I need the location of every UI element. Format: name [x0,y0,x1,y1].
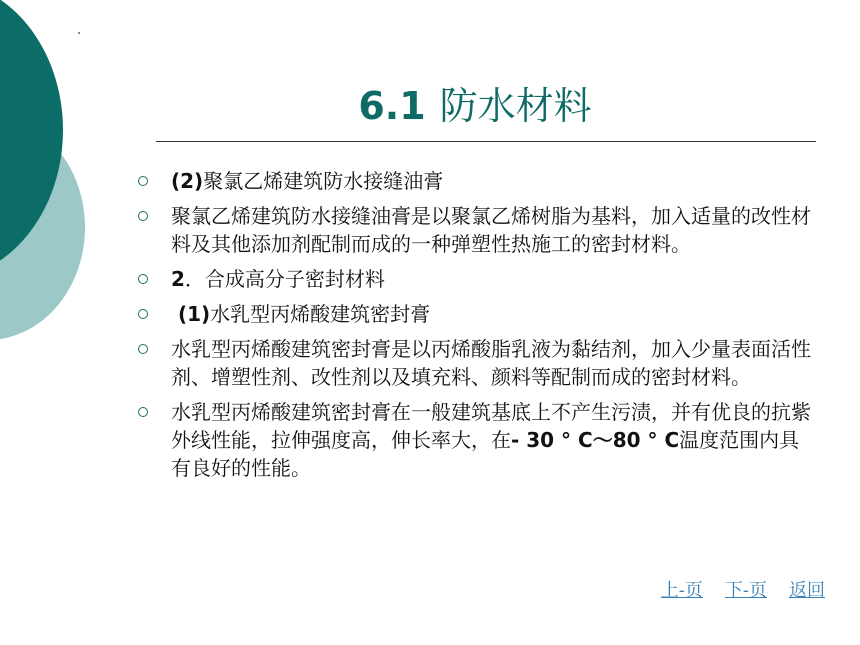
bullet-text: 聚氯乙烯建筑防水接缝油膏是以聚氯乙烯树脂为基料，加入适量的改性材料及其他添加剂配制而成的一种弹塑性热施工的密封材料。 [171,204,811,256]
prev-page-link[interactable]: 上-页 [660,580,703,601]
bullet-circle-icon [138,407,148,417]
bullet-prefix: (1) [171,302,211,326]
bullet-text: 水乳型丙烯酸建筑密封膏 [210,302,431,326]
bullet-prefix: (2) [171,169,204,193]
bullet-text: ．合成高分子密封材料 [184,267,385,291]
bullet-text: 水乳型丙烯酸建筑密封膏在一般建筑基底上不产生污渍，并有优良的抗紫外线性能，拉伸强度高，伸长率大，在 [171,400,811,452]
decorative-dot [78,32,80,34]
bullet-circle-icon [138,176,148,186]
back-link[interactable]: 返回 [789,580,825,601]
page-title [315,78,635,134]
next-page-link[interactable]: 下-页 [724,580,767,601]
slide-navigation [620,579,825,607]
bullet-item [136,398,816,482]
bullet-circle-icon [138,344,148,354]
bullet-list [136,167,816,489]
bullet-item [136,300,816,328]
title-number: 6.1 [358,84,426,128]
title-divider [156,141,816,142]
bullet-text-after: 温度范围内具有良好的性能。 [171,428,800,480]
bullet-temperature-range: - 30 ° C～80 ° C [511,428,680,452]
title-text: 防水材料 [439,84,592,128]
bullet-item [136,265,816,293]
bullet-text: 水乳型丙烯酸建筑密封膏是以丙烯酸脂乳液为黏结剂，加入少量表面活性剂、增塑性剂、改性剂以及填充料、颜料等配制而成的密封材料。 [171,337,811,389]
bullet-item [136,335,816,391]
bullet-item [136,202,816,258]
bullet-circle-icon [138,309,148,319]
bullet-prefix: 2 [171,267,185,291]
bullet-circle-icon [138,211,148,221]
bullet-text: 聚氯乙烯建筑防水接缝油膏 [203,169,444,193]
bullet-item [136,167,816,195]
bullet-circle-icon [138,274,148,284]
